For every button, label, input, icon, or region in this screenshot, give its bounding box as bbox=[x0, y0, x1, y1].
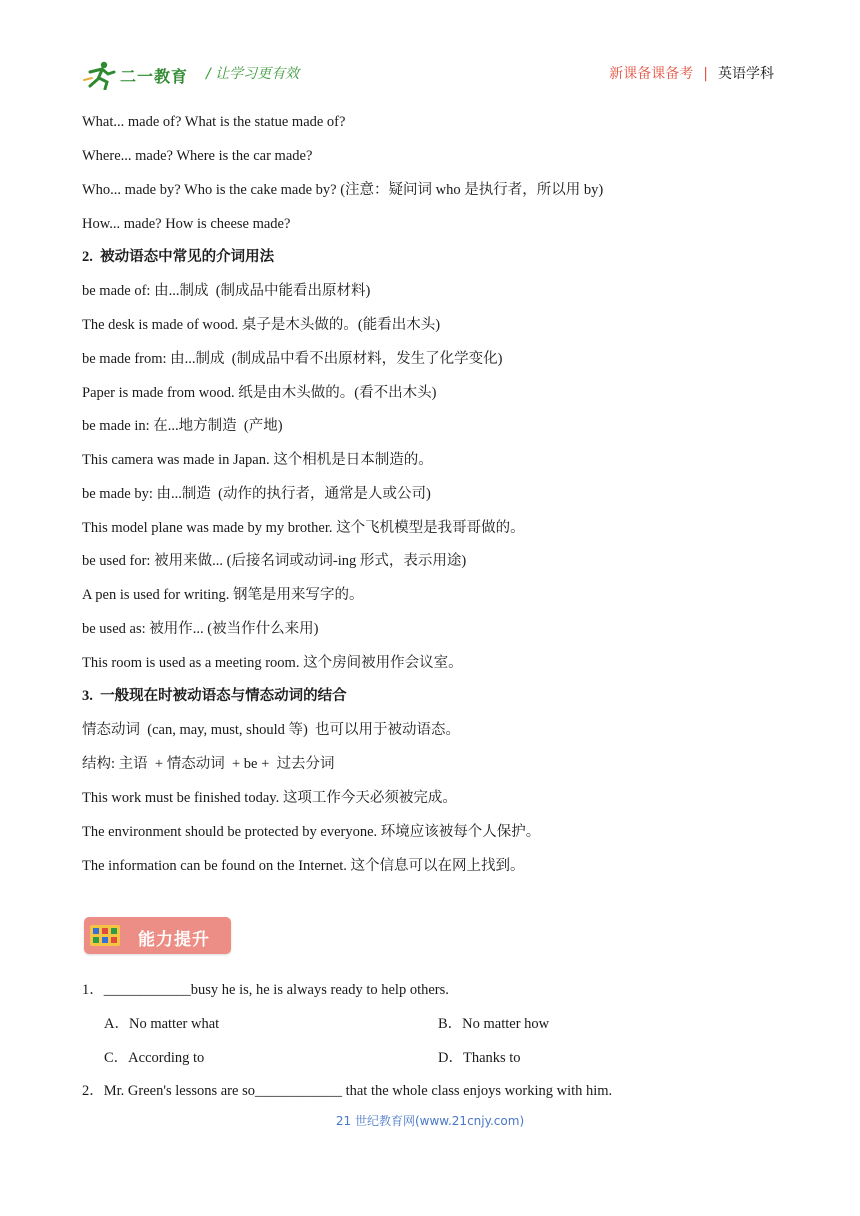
section-heading: 2. 被动语态中常见的介词用法 bbox=[82, 249, 275, 265]
section-heading: 3. 一般现在时被动语态与情态动词的结合 bbox=[82, 688, 347, 704]
option-c[interactable]: C．According to bbox=[104, 1050, 205, 1066]
text-line: Who... made by? Who is the cake made by? (注意：疑问词 who 是执行者，所以用 by) bbox=[82, 182, 604, 198]
text-line: be used as: 被用作... (被当作什么来用) bbox=[82, 621, 319, 637]
runner-logo-icon bbox=[82, 60, 118, 90]
text-line: Paper is made from wood. 纸是由木头做的。(看不出木头) bbox=[82, 385, 437, 401]
text-line: be made by: 由...制造 (动作的执行者，通常是人或公司) bbox=[82, 486, 431, 502]
text-line: This room is used as a meeting room. 这个房间被用作会议室。 bbox=[82, 655, 463, 671]
text-line: The information can be found on the Internet. 这个信息可以在网上找到。 bbox=[82, 858, 525, 874]
text-line: The environment should be protected by everyone. 环境应该被每个人保护。 bbox=[82, 824, 541, 840]
text-line: How... made? How is cheese made? bbox=[82, 216, 291, 232]
text-line: be made in: 在...地方制造 (产地) bbox=[82, 418, 283, 434]
text-line: be made from: 由...制成 (制成品中看不出原材料，发生了化学变化) bbox=[82, 351, 503, 367]
question-stem: 1．____________busy he is, he is always ready to help others. bbox=[82, 982, 449, 998]
page-header bbox=[82, 60, 774, 90]
text-line: be used for: 被用来做... (后接名词或动词-ing 形式，表示用途) bbox=[82, 553, 467, 569]
blocks-icon bbox=[90, 925, 120, 946]
logo-text: 二一教育 bbox=[120, 67, 189, 86]
text-line: This work must be finished today. 这项工作今天必须被完成。 bbox=[82, 790, 457, 806]
text-line: be made of: 由...制成 (制成品中能看出原材料) bbox=[82, 283, 371, 299]
text-line: This camera was made in Japan. 这个相机是日本制造的。 bbox=[82, 452, 433, 468]
section-title: 能力提升 bbox=[138, 930, 210, 950]
footer-link[interactable]: 21 世纪教育网(www.21cnjy.com) bbox=[335, 1114, 525, 1128]
header-separator: | bbox=[703, 66, 708, 82]
slogan: / 让学习更有效 bbox=[206, 66, 300, 82]
ability-section-banner bbox=[84, 917, 231, 954]
option-d[interactable]: D．Thanks to bbox=[438, 1050, 521, 1066]
text-line: A pen is used for writing. 钢笔是用来写字的。 bbox=[82, 587, 364, 603]
text-line: What... made of? What is the statue made of? bbox=[82, 114, 346, 130]
header-right bbox=[609, 63, 774, 83]
text-line: The desk is made of wood. 桌子是木头做的。(能看出木头) bbox=[82, 317, 441, 333]
text-line: This model plane was made by my brother. 这个飞机模型是我哥哥做的。 bbox=[82, 520, 525, 536]
subject-label: 英语学科 bbox=[718, 66, 774, 82]
option-b[interactable]: B．No matter how bbox=[438, 1016, 550, 1032]
text-line: 结构: 主语 + 情态动词 + be + 过去分词 bbox=[82, 756, 335, 772]
question-stem: 2．Mr. Green's lessons are so____________ that the whole class enjoys working with him. bbox=[82, 1083, 613, 1099]
option-a[interactable]: A．No matter what bbox=[104, 1016, 220, 1032]
text-line: Where... made? Where is the car made? bbox=[82, 148, 313, 164]
course-label: 新课备课备考 bbox=[609, 66, 694, 82]
text-line: 情态动词 (can, may, must, should 等) 也可以用于被动语态。 bbox=[82, 722, 461, 738]
